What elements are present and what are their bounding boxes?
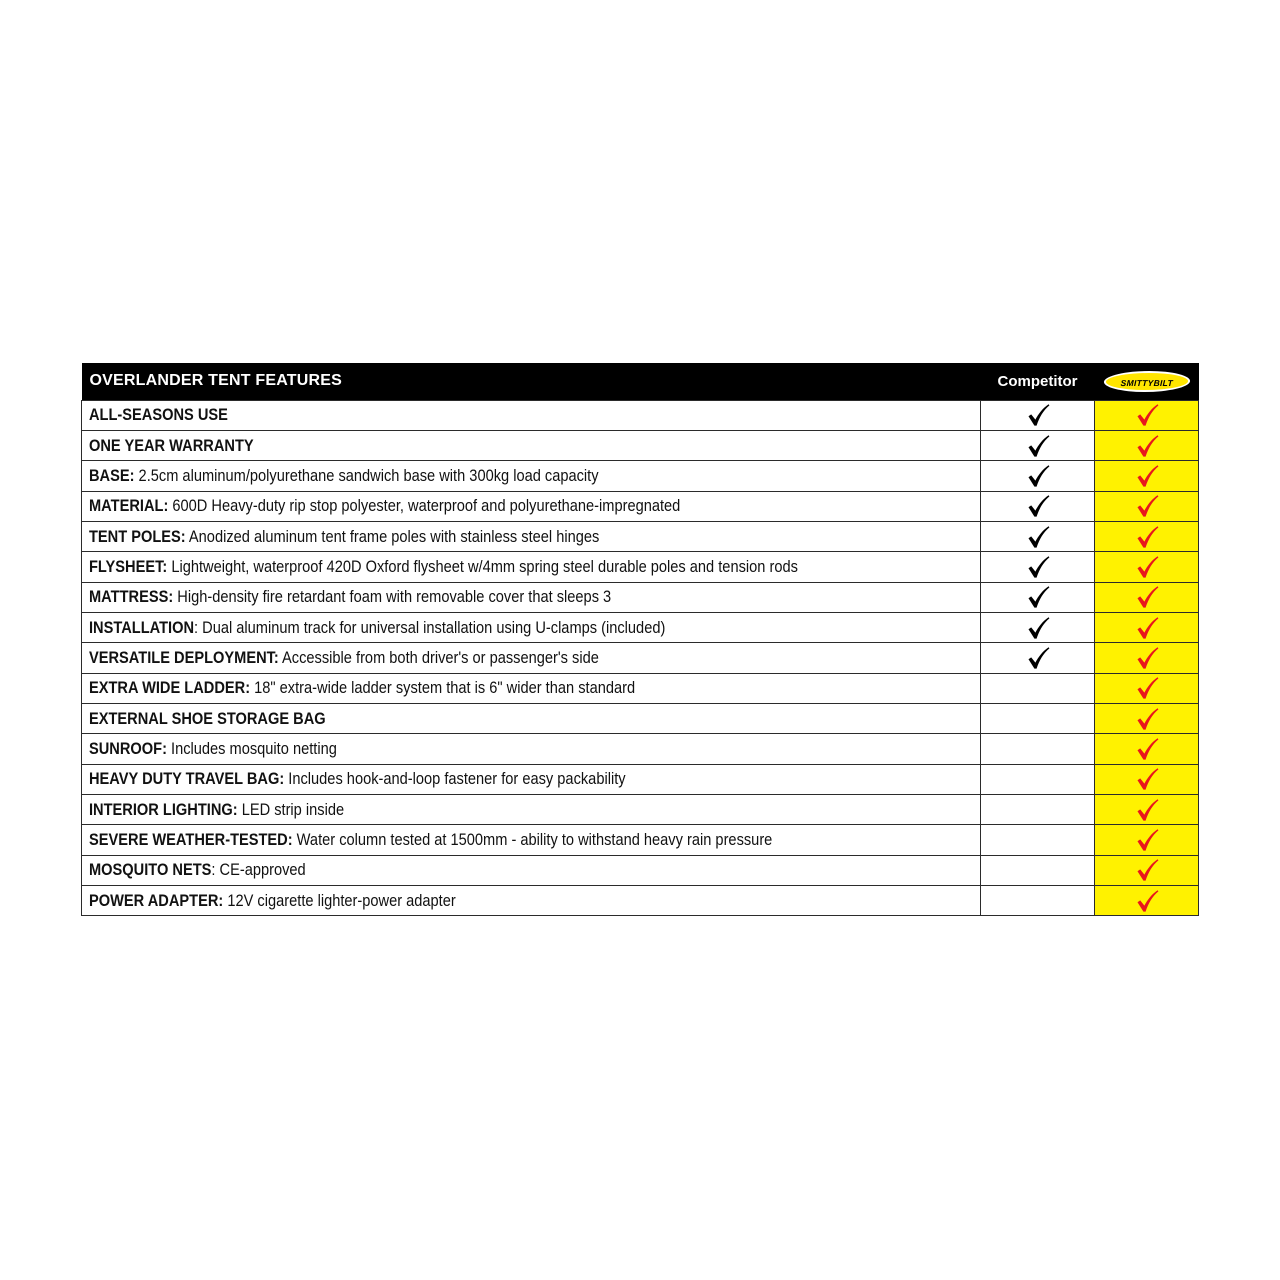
- feature-text: [89, 739, 337, 759]
- feature-text: [89, 496, 680, 516]
- brand-cell: [1095, 734, 1199, 764]
- feature-cell: [82, 612, 981, 642]
- competitor-check-icon: [1026, 464, 1050, 488]
- brand-cell: [1095, 794, 1199, 824]
- brand-check-icon: [1135, 585, 1159, 609]
- brand-cell: [1095, 612, 1199, 642]
- feature-cell: [82, 643, 981, 673]
- brand-check-icon: [1135, 434, 1159, 458]
- feature-name: HEAVY DUTY TRAVEL BAG:: [89, 769, 285, 789]
- feature-description: Water column tested at 1500mm - ability to withstand heavy rain pressure: [292, 829, 773, 849]
- feature-description: : CE-approved: [211, 860, 306, 880]
- table-row: [82, 552, 1199, 582]
- feature-text: [89, 800, 344, 820]
- competitor-cell: [981, 430, 1095, 460]
- brand-cell: [1095, 491, 1199, 521]
- feature-name: FLYSHEET:: [89, 556, 168, 576]
- feature-text: [89, 769, 626, 789]
- feature-comparison-table: [81, 363, 1199, 916]
- competitor-cell: [981, 643, 1095, 673]
- feature-cell: [82, 552, 981, 582]
- brand-cell: [1095, 552, 1199, 582]
- feature-text: [89, 678, 635, 698]
- feature-name: SUNROOF:: [89, 738, 167, 758]
- feature-description: : Dual aluminum track for universal installation using U-clamps (included): [194, 617, 666, 637]
- feature-description: 600D Heavy-duty rip stop polyester, waterproof and polyurethane-impregnated: [168, 496, 681, 516]
- brand-check-icon: [1135, 494, 1159, 518]
- feature-description: Accessible from both driver's or passenger's side: [278, 647, 599, 667]
- feature-rows: [82, 400, 1199, 916]
- feature-cell: [82, 491, 981, 521]
- feature-cell: [82, 673, 981, 703]
- competitor-check-icon: [1026, 585, 1050, 609]
- feature-name: SEVERE WEATHER-TESTED:: [89, 829, 293, 849]
- feature-cell: [82, 582, 981, 612]
- brand-check-icon: [1135, 616, 1159, 640]
- brand-cell: [1095, 703, 1199, 733]
- table-row: [82, 491, 1199, 521]
- competitor-cell: [981, 612, 1095, 642]
- feature-cell: [82, 855, 981, 885]
- feature-text: [89, 860, 306, 880]
- table-row: [82, 794, 1199, 824]
- feature-text: [89, 436, 254, 456]
- table-row: [82, 703, 1199, 733]
- competitor-cell: [981, 825, 1095, 855]
- brand-check-icon: [1135, 828, 1159, 852]
- brand-cell: [1095, 855, 1199, 885]
- competitor-cell: [981, 521, 1095, 551]
- table-row: [82, 855, 1199, 885]
- competitor-cell: [981, 703, 1095, 733]
- feature-cell: [82, 703, 981, 733]
- competitor-cell: [981, 400, 1095, 430]
- table-title: OVERLANDER TENT FEATURES: [89, 372, 343, 390]
- brand-check-icon: [1135, 737, 1159, 761]
- brand-check-icon: [1135, 798, 1159, 822]
- feature-description: 12V cigarette lighter-power adapter: [223, 890, 456, 910]
- feature-text: [89, 709, 326, 729]
- feature-cell: [82, 430, 981, 460]
- brand-check-icon: [1135, 403, 1159, 427]
- feature-cell: [82, 400, 981, 430]
- table-row: [82, 886, 1199, 916]
- table-row: [82, 461, 1199, 491]
- feature-name: EXTERNAL SHOE STORAGE BAG: [89, 708, 326, 728]
- table-row: [82, 400, 1199, 430]
- brand-cell: [1095, 886, 1199, 916]
- table-row: [82, 612, 1199, 642]
- competitor-check-icon: [1026, 494, 1050, 518]
- feature-name: VERSATILE DEPLOYMENT:: [89, 647, 279, 667]
- competitor-check-icon: [1026, 646, 1050, 670]
- feature-description: Anodized aluminum tent frame poles with stainless steel hinges: [185, 526, 600, 546]
- brand-check-icon: [1135, 707, 1159, 731]
- feature-name: MOSQUITO NETS: [89, 860, 212, 880]
- feature-cell: [82, 461, 981, 491]
- brand-cell: [1095, 673, 1199, 703]
- brand-check-icon: [1135, 525, 1159, 549]
- table-row: [82, 734, 1199, 764]
- feature-text: [89, 527, 599, 547]
- competitor-cell: [981, 794, 1095, 824]
- competitor-cell: [981, 673, 1095, 703]
- feature-text: [89, 587, 611, 607]
- feature-cell: [82, 521, 981, 551]
- table-header-row: [82, 363, 1199, 400]
- competitor-check-icon: [1026, 616, 1050, 640]
- competitor-cell: [981, 461, 1095, 491]
- table-row: [82, 825, 1199, 855]
- brand-cell: [1095, 461, 1199, 491]
- feature-cell: [82, 825, 981, 855]
- table-row: [82, 673, 1199, 703]
- brand-check-icon: [1135, 889, 1159, 913]
- feature-text: [89, 648, 599, 668]
- feature-name: MATTRESS:: [89, 587, 174, 607]
- brand-check-icon: [1135, 676, 1159, 700]
- table-row: [82, 582, 1199, 612]
- competitor-cell: [981, 582, 1095, 612]
- competitor-cell: [981, 734, 1095, 764]
- table-row: [82, 521, 1199, 551]
- feature-name: INSTALLATION: [89, 617, 195, 637]
- competitor-cell: [981, 886, 1095, 916]
- feature-cell: [82, 886, 981, 916]
- brand-check-icon: [1135, 555, 1159, 579]
- feature-text: [89, 830, 772, 850]
- brand-cell: [1095, 825, 1199, 855]
- brand-check-icon: [1135, 464, 1159, 488]
- table-row: [82, 643, 1199, 673]
- feature-description: Lightweight, waterproof 420D Oxford flysheet w/4mm spring steel durable poles and tension rods: [167, 556, 798, 576]
- brand-cell: [1095, 430, 1199, 460]
- competitor-check-icon: [1026, 403, 1050, 427]
- feature-cell: [82, 734, 981, 764]
- feature-description: 18" extra-wide ladder system that is 6" wider than standard: [250, 678, 636, 698]
- table-row: [82, 764, 1199, 794]
- smittybilt-logo-text: SMITTYBILT: [1119, 377, 1173, 388]
- feature-cell: [82, 794, 981, 824]
- feature-name: TENT POLES:: [89, 526, 186, 546]
- competitor-cell: [981, 491, 1095, 521]
- feature-description: LED strip inside: [237, 799, 345, 819]
- brand-cell: [1095, 582, 1199, 612]
- competitor-cell: [981, 552, 1095, 582]
- competitor-cell: [981, 764, 1095, 794]
- feature-description: Includes hook-and-loop fastener for easy packability: [284, 769, 626, 789]
- brand-cell: [1095, 521, 1199, 551]
- competitor-check-icon: [1026, 525, 1050, 549]
- brand-check-icon: [1135, 646, 1159, 670]
- smittybilt-logo: [1101, 371, 1191, 392]
- feature-text: [89, 466, 599, 486]
- feature-text: [89, 405, 228, 425]
- feature-name: MATERIAL:: [89, 496, 169, 516]
- brand-check-icon: [1135, 767, 1159, 791]
- brand-column-header: [1095, 363, 1199, 400]
- feature-description: Includes mosquito netting: [166, 738, 337, 758]
- table-row: [82, 430, 1199, 460]
- feature-text: [89, 618, 665, 638]
- brand-cell: [1095, 764, 1199, 794]
- competitor-column-header: Competitor: [997, 372, 1078, 390]
- feature-name: EXTRA WIDE LADDER:: [89, 678, 251, 698]
- feature-name: POWER ADAPTER:: [89, 890, 224, 910]
- brand-check-icon: [1135, 858, 1159, 882]
- brand-cell: [1095, 643, 1199, 673]
- feature-text: [89, 557, 798, 577]
- feature-description: High-density fire retardant foam with removable cover that sleeps 3: [173, 587, 612, 607]
- feature-name: BASE:: [89, 465, 135, 485]
- feature-description: 2.5cm aluminum/polyurethane sandwich base with 300kg load capacity: [134, 465, 599, 485]
- feature-cell: [82, 764, 981, 794]
- feature-name: INTERIOR LIGHTING:: [89, 799, 238, 819]
- competitor-check-icon: [1026, 555, 1050, 579]
- feature-name: ALL-SEASONS USE: [89, 405, 228, 425]
- competitor-check-icon: [1026, 434, 1050, 458]
- competitor-cell: [981, 855, 1095, 885]
- feature-text: [89, 891, 456, 911]
- feature-name: ONE YEAR WARRANTY: [89, 435, 254, 455]
- brand-cell: [1095, 400, 1199, 430]
